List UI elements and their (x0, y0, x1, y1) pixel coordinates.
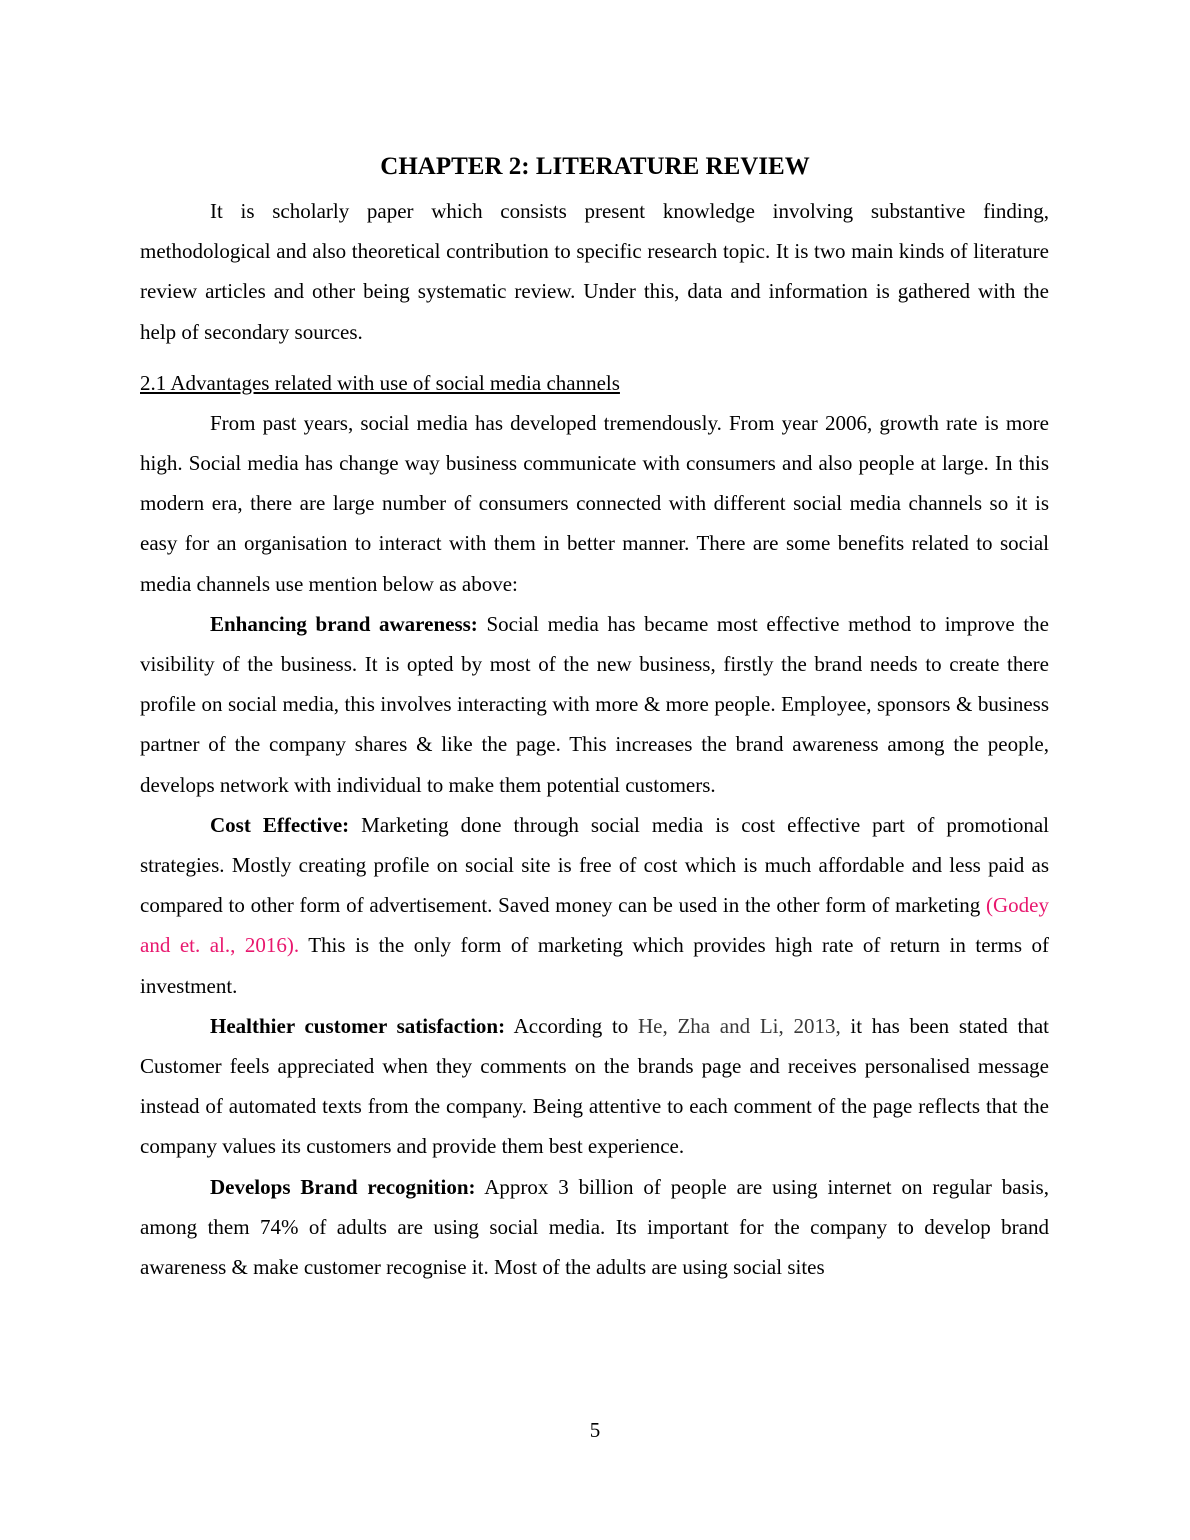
customer-satisfaction-label: Healthier customer satisfaction: (210, 1013, 506, 1038)
brand-awareness-paragraph (140, 604, 1049, 805)
section-heading: 2.1 Advantages related with use of social media channels (140, 370, 620, 395)
brand-awareness-text: Social media has became most effective method to improve the visibility of the business. It is opted by most of the new business, firstly the brand needs to create there profile on social media, this involves interacting with more & more people. Employee, sponsors & business partner of the company shares & like the page. This increases the brand awareness among the people, develops network with individual to make them potential customers. (140, 611, 1049, 797)
page-number: 5 (589, 1418, 601, 1442)
cost-effective-label: Cost Effective: (210, 812, 350, 837)
intro-paragraph: It is scholarly paper which consists present knowledge involving substantive finding, methodological and also theoretical contribution to specific research topic. It is two main kinds of literature review articles and other being systematic review. Under this, data and information is gathered with the help of secondary sources. (140, 199, 1049, 344)
customer-satisfaction-text-before: According to (505, 1013, 639, 1038)
customer-satisfaction-text-after: it has been stated that Customer feels appreciated when they comments on the brands page and receives personalised message instead of automated texts from the company. Being attentive to each comment of the page reflects that the company values its customers and provide them best experience. (140, 1013, 1050, 1159)
he-zha-li-citation: He, Zha and Li, 2013, (638, 1013, 841, 1038)
brand-recognition-label: Develops Brand recognition: (210, 1174, 476, 1199)
document-body (140, 191, 1049, 1287)
cost-effective-paragraph (140, 805, 1049, 1006)
section-intro-paragraph: From past years, social media has developed tremendously. From year 2006, growth rate is more high. Social media has change way business communicate with consumers and also people at large. In this modern era, there are large number of consumers connected with different social media channels so it is easy for an organisation to interact with them in better manner. There are some benefits related to social media channels use mention below as above: (140, 410, 1049, 596)
customer-satisfaction-paragraph (140, 1006, 1049, 1167)
brand-recognition-paragraph (140, 1167, 1049, 1288)
cost-effective-text-before: Marketing done through social media is cost effective part of promotional strategies. Mostly creating profile on social site is free of cost which is much affordable and less paid as compared to other form of advertisement. Saved money can be used in the other form of marketing (140, 812, 1050, 918)
cost-effective-text-after: This is the only form of marketing which provides high rate of return in terms of investment. (140, 933, 1050, 998)
brand-recognition-text: Approx 3 billion of people are using internet on regular basis, among them 74% of adults are using social media. Its important for the company to develop brand awareness & make customer recognise it. Most of the adults are using social sites (140, 1174, 1049, 1280)
chapter-title: CHAPTER 2: LITERATURE REVIEW (380, 153, 810, 180)
brand-awareness-label: Enhancing brand awareness: (210, 611, 478, 636)
godey-citation: (Godey and et. al., 2016). (140, 893, 1049, 958)
